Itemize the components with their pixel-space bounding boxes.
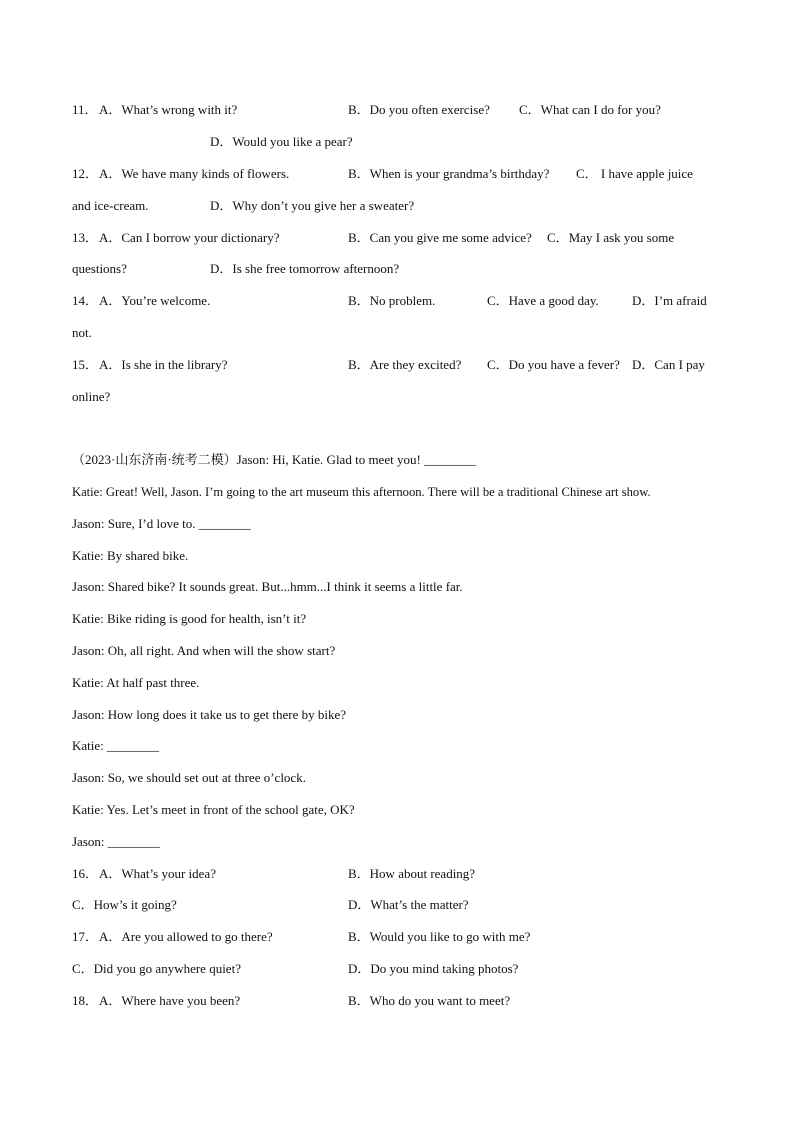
question-number: 14．	[72, 293, 99, 308]
option-b: B．Are they excited?	[348, 357, 462, 372]
option-b: B．Who do you want to meet?	[348, 993, 511, 1008]
dialogue-line: Jason: Sure, I’d love to. ________	[72, 516, 251, 531]
option-d: D．Can I pay	[632, 357, 705, 372]
question-number: 15．	[72, 357, 99, 372]
option-a: A．What’s wrong with it?	[99, 102, 238, 117]
option-d: D．Would you like a pear?	[210, 134, 353, 149]
option-c: C．Have a good day.	[487, 293, 599, 308]
question-number: 11．	[72, 102, 98, 117]
option-d-continued: not.	[72, 325, 92, 340]
option-b: B．How about reading?	[348, 866, 476, 881]
dialogue-line: Jason: How long does it take us to get there by bike?	[72, 707, 347, 722]
option-b: B．When is your grandma’s birthday?	[348, 166, 550, 181]
option-c-continued: questions?	[72, 261, 127, 276]
option-d: D．Do you mind taking photos?	[348, 961, 519, 976]
option-a: A．Are you allowed to go there?	[99, 929, 273, 944]
dialogue-line: Katie: By shared bike.	[72, 548, 189, 563]
question-number: 12．	[72, 166, 99, 181]
question-number: 18．	[72, 993, 99, 1008]
option-d-continued: online?	[72, 389, 111, 404]
option-a: A．Where have you been?	[99, 993, 241, 1008]
option-c: C．Do you have a fever?	[487, 357, 620, 372]
question-number: 17．	[72, 929, 99, 944]
option-d: D．What’s the matter?	[348, 897, 469, 912]
dialogue-line: Katie: At half past three.	[72, 675, 200, 690]
option-c: C． I have apple juice	[576, 166, 693, 181]
option-d: D．Is she free tomorrow afternoon?	[210, 261, 400, 276]
option-a: A．We have many kinds of flowers.	[99, 166, 290, 181]
dialogue-line: Jason: Oh, all right. And when will the show start?	[72, 643, 336, 658]
option-a: A．Can I borrow your dictionary?	[99, 230, 280, 245]
option-d: D．Why don’t you give her a sweater?	[210, 198, 415, 213]
option-b: B．Do you often exercise?	[348, 102, 490, 117]
option-c-continued: and ice-cream.	[72, 198, 149, 213]
question-number: 16．	[72, 866, 99, 881]
option-d: D．I’m afraid	[632, 293, 707, 308]
option-b: B．Would you like to go with me?	[348, 929, 531, 944]
dialogue-line: Jason: ________	[72, 834, 160, 849]
option-a: A．What’s your idea?	[99, 866, 216, 881]
dialogue-line: Katie: Great! Well, Jason. I’m going to the art museum this afternoon. There will be a traditional Chinese art show.	[72, 485, 651, 499]
option-c: C．Did you go anywhere quiet?	[72, 961, 241, 976]
dialogue-line: Katie: Yes. Let’s meet in front of the school gate, OK?	[72, 802, 355, 817]
option-c: C．What can I do for you?	[519, 102, 661, 117]
dialogue-line: Jason: Shared bike? It sounds great. But...hmm...I think it seems a little far.	[72, 579, 463, 594]
dialogue-line: （2023·山东济南·统考二模）Jason: Hi, Katie. Glad to meet you! ________	[72, 452, 477, 467]
dialogue-line: Katie: ________	[72, 738, 160, 753]
option-a: A．Is she in the library?	[99, 357, 228, 372]
option-c: C．How’s it going?	[72, 897, 177, 912]
option-b: B．No problem.	[348, 293, 436, 308]
option-b: B．Can you give me some advice?	[348, 230, 532, 245]
dialogue-line: Jason: So, we should set out at three o’clock.	[72, 770, 306, 785]
question-number: 13．	[72, 230, 99, 245]
option-c: C．May I ask you some	[547, 230, 675, 245]
option-a: A．You’re welcome.	[99, 293, 211, 308]
dialogue-line: Katie: Bike riding is good for health, isn’t it?	[72, 611, 307, 626]
